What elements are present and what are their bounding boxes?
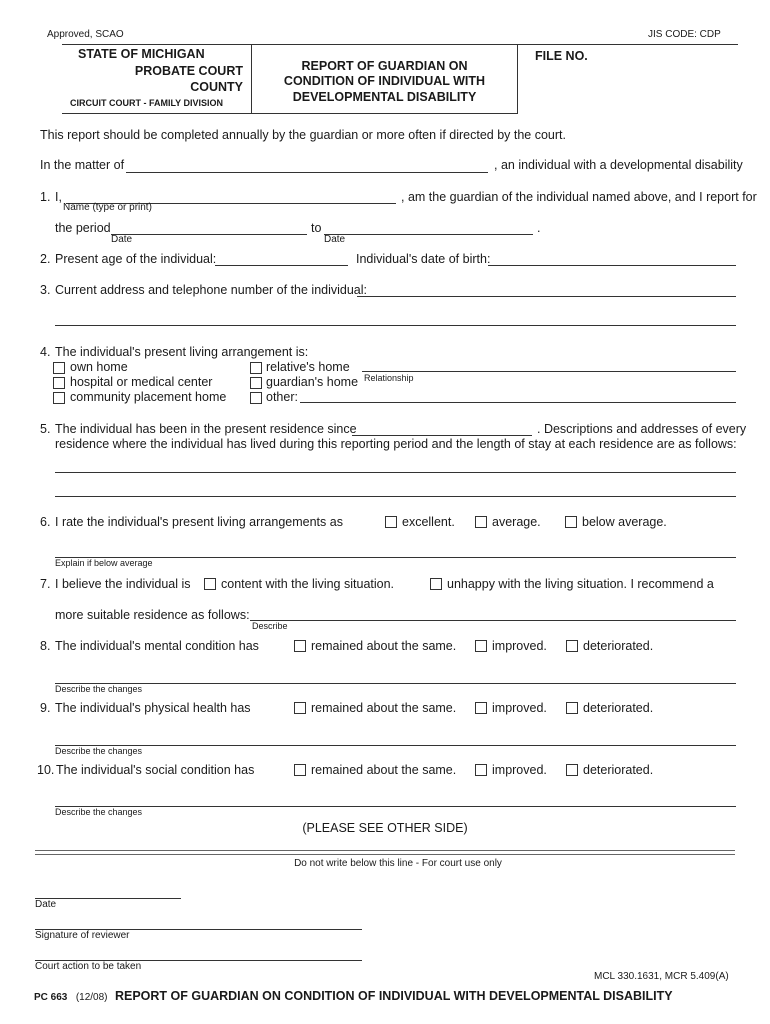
see-other-side: (PLEASE SEE OTHER SIDE) (302, 821, 468, 835)
physical-changes-hint: Describe the changes (55, 746, 143, 756)
item1-prefix: I, (55, 190, 62, 204)
describe-hint: Describe (252, 621, 288, 631)
excellent-checkbox[interactable] (385, 516, 397, 528)
file-no-input[interactable] (600, 50, 730, 106)
social-deteriorated-checkbox[interactable] (566, 764, 578, 776)
relatives-home-label: relative's home (266, 360, 350, 374)
state-label: STATE OF MICHIGAN (78, 47, 205, 61)
matter-prefix: In the matter of (40, 158, 125, 172)
form-footer (34, 987, 673, 1005)
residence-since-input[interactable] (352, 435, 532, 436)
form-id: PC 663 (34, 992, 68, 1003)
matter-suffix: , an individual with a developmental disability (494, 158, 743, 172)
item2-number: 2. (40, 252, 51, 266)
mental-changes-hint: Describe the changes (55, 684, 143, 694)
date-hint-end: Date (324, 234, 346, 245)
below-average-checkbox[interactable] (565, 516, 577, 528)
footer-title: REPORT OF GUARDIAN ON CONDITION OF INDIVIDUAL WITH DEVELOPMENTAL DISABILITY (114, 989, 673, 1003)
physical-same-checkbox[interactable] (294, 702, 306, 714)
social-improved-checkbox[interactable] (475, 764, 487, 776)
content-checkbox[interactable] (204, 578, 216, 590)
mental-changes-input[interactable] (55, 683, 736, 684)
item1-suffix: , am the guardian of the individual named above, and I report for (401, 190, 757, 204)
date-hint-start: Date (111, 234, 133, 245)
title-line-3: DEVELOPMENTAL DISABILITY (292, 90, 477, 104)
mental-deteriorated-checkbox[interactable] (566, 640, 578, 652)
mental-same-label: remained about the same. (311, 639, 457, 653)
suitable-residence-label: more suitable residence as follows: (55, 608, 250, 622)
division-label: CIRCUIT COURT - FAMILY DIVISION (70, 98, 224, 108)
title-line-1: REPORT OF GUARDIAN ON (301, 59, 468, 73)
own-home-label: own home (70, 360, 128, 374)
social-changes-hint: Describe the changes (55, 807, 143, 817)
social-improved-label: improved. (492, 763, 547, 777)
jis-code: JIS CODE: CDP (648, 29, 721, 40)
period-end-input[interactable] (324, 234, 533, 235)
unhappy-label: unhappy with the living situation. I recommend a (447, 577, 714, 591)
rating-label: I rate the individual's present living arrangements as (55, 515, 343, 529)
excellent-label: excellent. (402, 515, 455, 529)
mental-same-checkbox[interactable] (294, 640, 306, 652)
physical-deteriorated-checkbox[interactable] (566, 702, 578, 714)
hospital-label: hospital or medical center (70, 375, 213, 389)
mcl-reference: MCL 330.1631, MCR 5.409(A) (594, 971, 729, 982)
address-input-2[interactable] (55, 325, 736, 326)
believe-label: I believe the individual is (55, 577, 191, 591)
matter-name-input[interactable] (126, 172, 488, 173)
item6-number: 6. (40, 515, 51, 529)
social-same-checkbox[interactable] (294, 764, 306, 776)
period-start-input[interactable] (111, 234, 307, 235)
age-label: Present age of the individual: (55, 252, 217, 266)
other-checkbox[interactable] (250, 392, 262, 404)
item3-number: 3. (40, 283, 51, 297)
mental-condition-label: The individual's mental condition has (55, 639, 259, 653)
other-input[interactable] (300, 402, 736, 403)
physical-changes-input[interactable] (55, 745, 736, 746)
own-home-checkbox[interactable] (53, 362, 65, 374)
living-arrangement-label: The individual's present living arrangement is: (55, 345, 309, 359)
item4-number: 4. (40, 345, 51, 359)
item7-number: 7. (40, 577, 51, 591)
header-bottom-rule (62, 113, 518, 114)
mental-deteriorated-label: deteriorated. (583, 639, 654, 653)
guardians-home-label: guardian's home (266, 375, 359, 389)
header-divider-2 (517, 44, 518, 114)
item5-number: 5. (40, 422, 51, 436)
hospital-checkbox[interactable] (53, 377, 65, 389)
period-label: the period (55, 221, 111, 235)
content-label: content with the living situation. (221, 577, 395, 591)
county-field-label: COUNTY (190, 80, 243, 94)
mental-improved-checkbox[interactable] (475, 640, 487, 652)
court-use-divider (35, 850, 735, 855)
below-average-label: below average. (582, 515, 667, 529)
approved-label: Approved, SCAO (47, 29, 124, 40)
name-hint: Name (type or print) (63, 202, 152, 213)
intro-text: This report should be completed annually by the guardian or more often if directed by the court. (40, 128, 566, 142)
residence-suffix: . Descriptions and addresses of every (537, 422, 747, 436)
item10-number: 10. (37, 763, 55, 777)
court-use-notice: Do not write below this line - For court use only (294, 858, 502, 869)
suitable-residence-input[interactable] (250, 620, 736, 621)
residence-line2: residence where the individual has lived during this reporting period and the length of stay at each residence are as follows: (55, 437, 737, 451)
other-label: other: (266, 390, 298, 404)
community-placement-checkbox[interactable] (53, 392, 65, 404)
relatives-home-checkbox[interactable] (250, 362, 262, 374)
guardians-home-checkbox[interactable] (250, 377, 262, 389)
social-deteriorated-label: deteriorated. (583, 763, 654, 777)
residence-since-label: The individual has been in the present residence since (55, 422, 357, 436)
relationship-hint: Relationship (364, 373, 414, 383)
average-checkbox[interactable] (475, 516, 487, 528)
review-date-label: Date (35, 899, 57, 910)
average-label: average. (492, 515, 541, 529)
court-action-label: Court action to be taken (35, 961, 142, 972)
review-date-input[interactable] (35, 898, 181, 899)
physical-improved-label: improved. (492, 701, 547, 715)
title-line-2: CONDITION OF INDIVIDUAL WITH (283, 74, 486, 88)
item1-number: 1. (40, 190, 51, 204)
community-placement-label: community placement home (70, 390, 227, 404)
probate-court-label: PROBATE COURT (134, 64, 243, 78)
unhappy-checkbox[interactable] (430, 578, 442, 590)
header-top-rule (62, 44, 738, 45)
physical-health-label: The individual's physical health has (55, 701, 251, 715)
dob-label: Individual's date of birth: (356, 252, 491, 266)
social-condition-label: The individual's social condition has (56, 763, 255, 777)
item9-number: 9. (40, 701, 51, 715)
to-label: to (311, 221, 322, 235)
dob-input[interactable] (488, 265, 736, 266)
mental-improved-label: improved. (492, 639, 547, 653)
form-revision: (12/08) (75, 992, 108, 1003)
social-changes-input[interactable] (55, 806, 736, 807)
explain-input[interactable] (55, 557, 736, 558)
physical-same-label: remained about the same. (311, 701, 457, 715)
address-input-1[interactable] (357, 296, 736, 297)
residence-input-1[interactable] (55, 472, 736, 473)
age-input[interactable] (215, 265, 348, 266)
reviewer-signature-label: Signature of reviewer (35, 930, 130, 941)
residence-input-2[interactable] (55, 496, 736, 497)
relationship-input[interactable] (362, 371, 736, 372)
explain-hint: Explain if below average (55, 558, 153, 568)
social-same-label: remained about the same. (311, 763, 457, 777)
period-end-dot: . (537, 221, 541, 235)
item8-number: 8. (40, 639, 51, 653)
physical-deteriorated-label: deteriorated. (583, 701, 654, 715)
physical-improved-checkbox[interactable] (475, 702, 487, 714)
file-no-label: FILE NO. (535, 49, 588, 63)
address-label: Current address and telephone number of the individual: (55, 283, 368, 297)
